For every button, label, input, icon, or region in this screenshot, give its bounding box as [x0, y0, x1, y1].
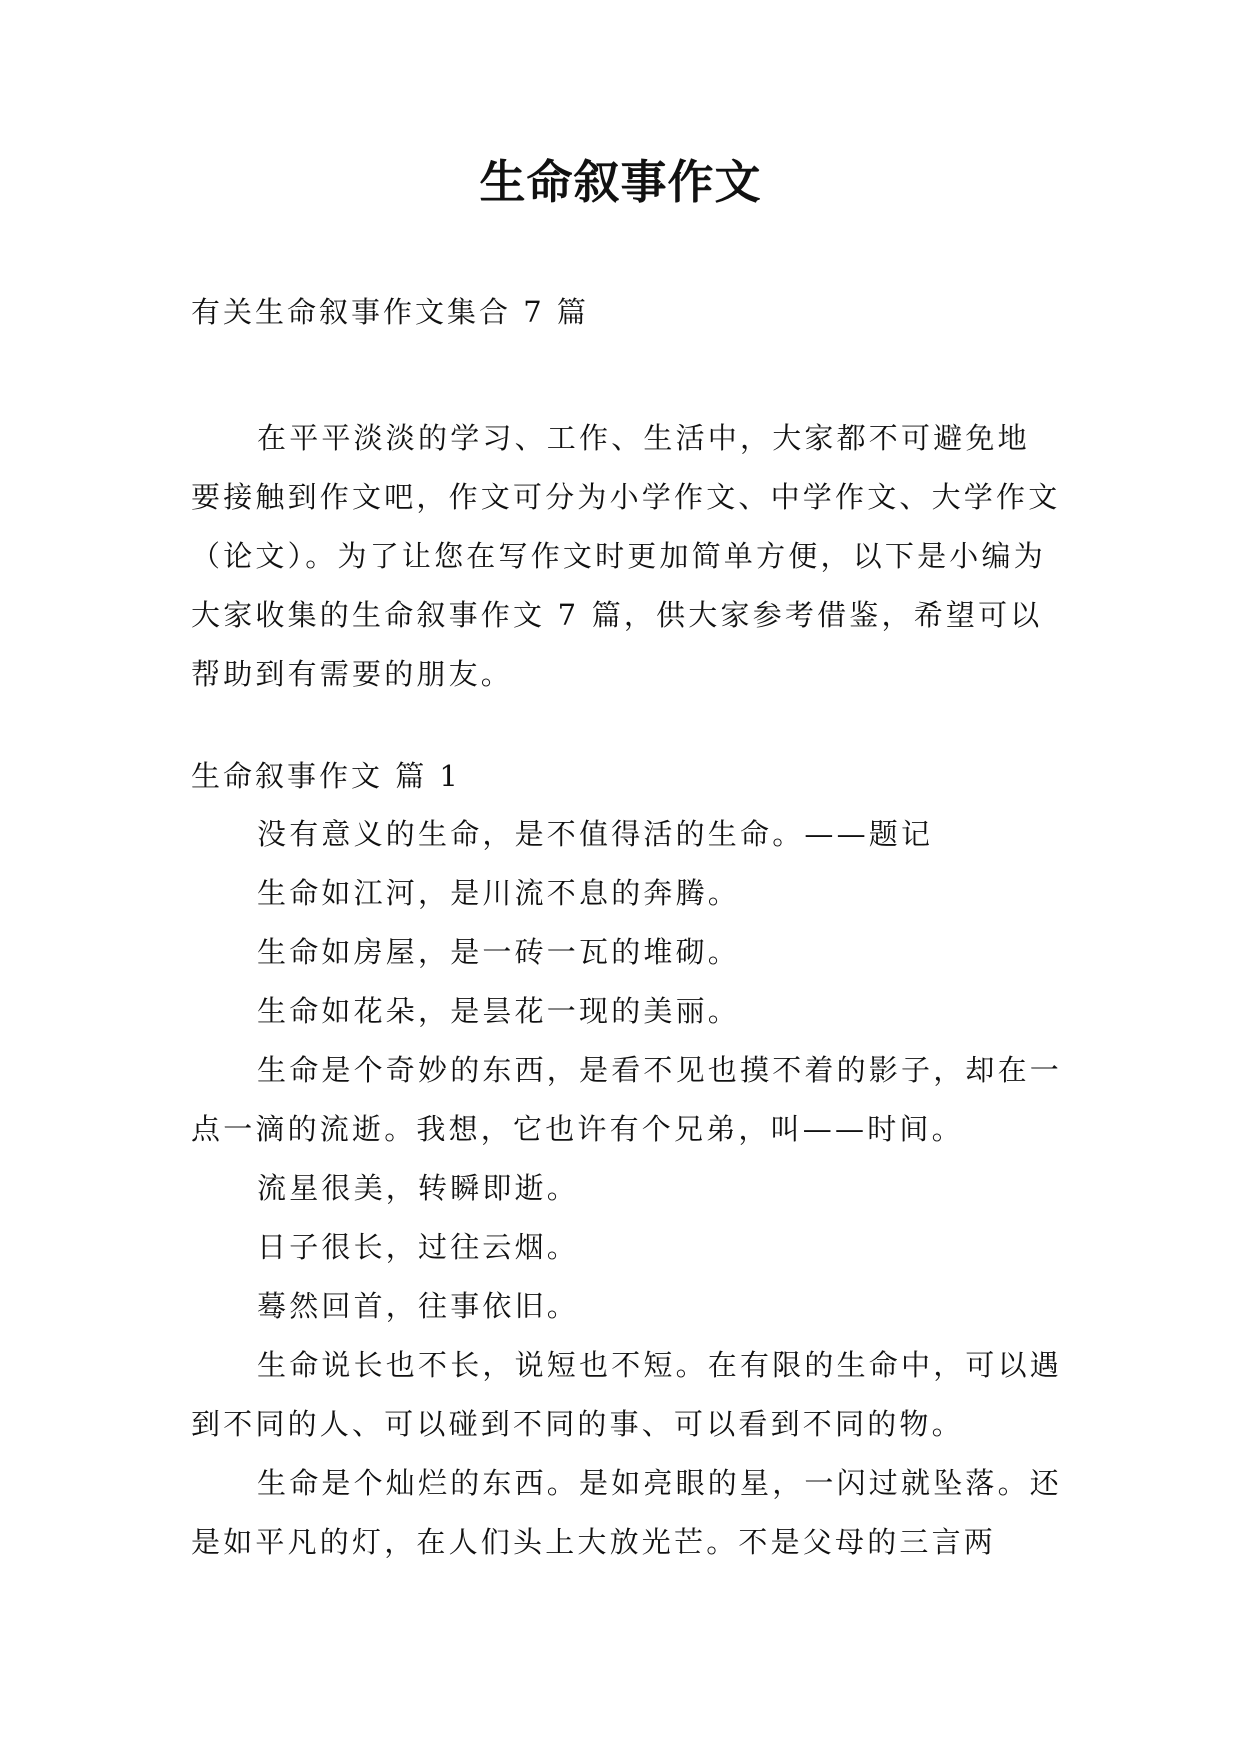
body-paragraph: 生命如江河，是川流不息的奔腾。: [257, 876, 741, 910]
body-paragraph: 日子很长，过往云烟。: [257, 1230, 580, 1264]
intro-paragraph: 在平平淡淡的学习、工作、生活中，大家都不可避免地要接触到作文吧，作文可分为小学作文、中学作文、大学作文（论文）。为了让您在写作文时更加简单方便，以下是小编为大家收集的生命叙事作文 7 篇，供大家参考借鉴，希望可以帮助到有需要的朋友。: [191, 421, 1061, 691]
body-paragraph: 生命说长也不长，说短也不短。在有限的生命中，可以遇到不同的人、可以碰到不同的事、可以看到不同的物。: [191, 1348, 1063, 1441]
body-paragraph: 生命是个奇妙的东西，是看不见也摸不着的影子，却在一点一滴的流逝。我想，它也许有个兄弟，叫——时间。: [191, 1053, 1063, 1146]
body-paragraph: 没有意义的生命，是不值得活的生命。——题记: [257, 817, 934, 851]
body-paragraph: 生命如花朵，是昙花一现的美丽。: [257, 994, 741, 1028]
section-heading: 生命叙事作文 篇 1: [191, 759, 461, 793]
body-paragraph: 生命是个灿烂的东西。是如亮眼的星，一闪过就坠落。还是如平凡的灯，在人们头上大放光芒。不是父母的三言两: [191, 1466, 1063, 1559]
section-body: [191, 805, 1071, 1572]
body-paragraph: 流星很美，转瞬即逝。: [257, 1171, 580, 1205]
document-subtitle: 有关生命叙事作文集合 7 篇: [191, 295, 589, 329]
body-paragraph: 生命如房屋，是一砖一瓦的堆砌。: [257, 935, 741, 969]
body-paragraph: 蓦然回首，往事依旧。: [257, 1289, 580, 1323]
document-title: 生命叙事作文: [479, 155, 762, 209]
